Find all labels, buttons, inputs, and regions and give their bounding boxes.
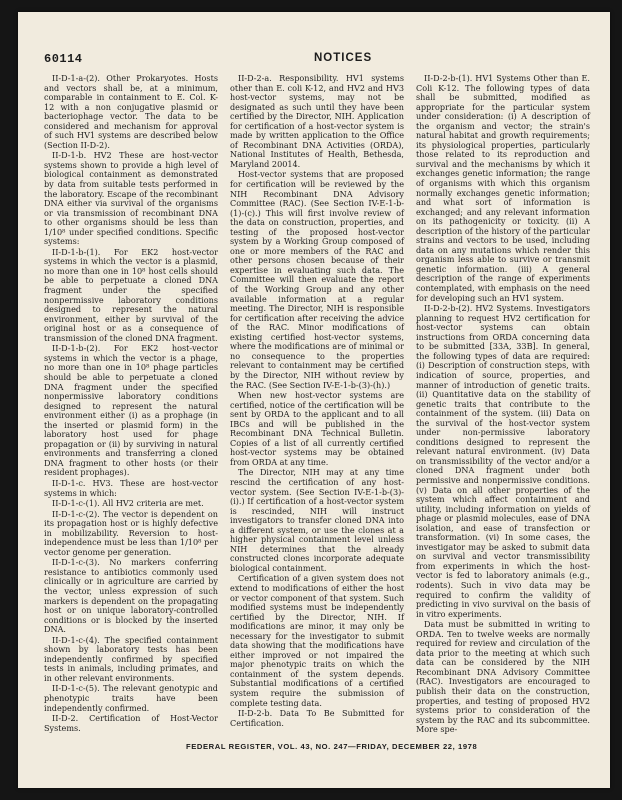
paragraph: II-D-1-c. HV3. These are host-vector systems in which: <box>44 477 218 498</box>
paragraph: When new host-vector systems are certified, notice of the certification will be sent by ORDA to the applicant and to all IBCs and will be published in the Recombinant DNA Technical Bulletin. Copies of a list of all currently certified host-vector systems may be obtained from ORDA at any time. <box>230 390 404 467</box>
paragraph: II-D-2-b-(2). HV2 Systems. Investigators planning to request HV2 certification for host-vector systems can obtain instructions from ORDA concerning data to be submitted [33A, 33B]. In general, the following types of data are required: (i) Description of construction steps, with indication of source, properties, and manner of introduction of genetic traits. (ii) Quantitative data on the stability of genetic traits that contribute to the containment of the system. (iii) Data on the survival of the host-vector system under non-permissive laboratory conditions designed to represent the relevant natural environment. (iv) Data on transmissibility of the vector and/or a cloned DNA fragment under both permissive and nonpermissive conditions. (v) Data on all other properties of the system which affect containment and utility, including information on yields of phage or plasmid molecules, ease of DNA isolation, and ease of transfection or transformation. (vi) In some cases, the investigator may be asked to submit data on survival and vector transmissibility from experiments in which the host-vector is fed to laboratory animals (e.g., rodents). Such in vivo data may be required to confirm the validity of predicting in vivo survival on the basis of in vitro experiments. <box>416 303 590 619</box>
paper-sheet <box>18 12 610 788</box>
page-footer: FEDERAL REGISTER, VOL. 43, NO. 247—FRIDAY, DECEMBER 22, 1978 <box>186 742 478 751</box>
text-column-1 <box>44 73 218 733</box>
section-title: NOTICES <box>314 52 373 64</box>
paragraph: II-D-2. Certification of Host-Vector Systems. <box>44 713 218 733</box>
paragraph: Host-vector systems that are proposed for certification will be reviewed by the NIH Recombinant DNA Advisory Committee (RAC). (See Section IV-E-1-b-(1)-(c).) This will first involve review of the data on construction, properties, and testing of the proposed host-vector system by a Working Group composed of one or more members of the RAC and other persons chosen because of their expertise in evaluating such data. The Committee will then evaluate the report of the Working Group and any other available information at a regular meeting. The Director, NIH is responsible for certification after receiving the advice of the RAC. Minor modifications of existing certified host-vector systems, where the modifications are of minimal or no consequence to the properties relevant to containment may be certified by the Director, NIH without review by the RAC. (See Section IV-E-1-b-(3)-(h).) <box>230 169 404 390</box>
text-column-3 <box>416 73 590 735</box>
paragraph: The Director, NIH may at any time rescind the certification of any host-vector system. (See Section IV-E-1-b-(3)-(i).) If certification of a host-vector system is rescinded, NIH will instruct investigators to transfer cloned DNA into a different system, or use the clones at a higher physical containment level unless NIH determines that the already constructed clones incorporate adequate biological containment. <box>230 467 404 573</box>
paragraph: II-D-1-b-(1). For EK2 host-vector systems in which the vector is a plasmid, no more than one in 10⁸ host cells should be able to perpetuate a cloned DNA fragment under the specified nonpermissive laboratory conditions designed to represent the natural environment, either by survival of the original host or as a consequence of transmission of the cloned DNA fragment. <box>44 246 218 343</box>
paragraph: II-D-1-b-(2). For EK2 host-vector systems in which the vector is a phage, no more than one in 10⁸ phage particles should be able to perpetuate a cloned DNA fragment under the specified nonpermissive laboratory conditions designed to represent the natural environment either (i) as a prophage (in the inserted or plasmid form) in the laboratory host used for phage propagation or (ii) by surviving in natural environments and transferring a cloned DNA fragment to other hosts (or their resident prophages). <box>44 343 218 478</box>
paragraph: II-D-2-b-(1). HV1 Systems Other than E. Coli K-12. The following types of data shall be submitted, modified as appropriate for the particular system under consideration: (i) A description of the organism and vector; the strain's natural habitat and growth requirements; its physiological properties, particularly those related to its reproduction and survival and the mechanisms by which it exchanges genetic information; the range of organisms with which this organism normally exchanges genetic information; and what sort of information is exchanged; and any relevant information on its pathogenicity or toxicity. (ii) A description of the history of the particular strains and vectors to be used, including data on any mutations which render this organism less able to survive or transmit genetic information. (iii) A general description of the range of experiments contemplated, with emphasis on the need for developing such an HV1 system. <box>416 73 590 303</box>
document-page <box>44 52 606 762</box>
paragraph: II-D-2-a. Responsibility. HV1 systems other than E. coli K-12, and HV2 and HV3 host-vector systems, may not be designated as such until they have been certified by the Director, NIH. Application for certification of a host-vector system is made by written application to the Office of Recombinant DNA Activities (ORDA), National Institutes of Health, Bethesda, Maryland 20014. <box>230 73 404 169</box>
paragraph: II-D-1-c-(5). The relevant genotypic and phenotypic traits have been independently confirmed. <box>44 683 218 713</box>
paragraph: Certification of a given system does not extend to modifications of either the host or vector component of that system. Such modified systems must be independently certified by the Director, NIH. If modifications are minor, it may only be necessary for the investigator to submit data showing that the modifications have either improved or not impaired the major phenotypic traits on which the containment of the system depends. Substantial modifications of a certified system require the submission of complete testing data. <box>230 573 404 708</box>
paragraph: Data must be submitted in writing to ORDA. Ten to twelve weeks are normally required for review and circulation of the data prior to the meeting at which such data can be considered by the NIH Recombinant DNA Advisory Committee (RAC). Investigators are encouraged to publish their data on the construction, properties, and testing of proposed HV2 systems prior to consideration of the system by the RAC and its subcommittee. More spe- <box>416 619 590 735</box>
page-number: 60114 <box>44 52 83 66</box>
paragraph: II-D-2-b. Data To Be Submitted for Certification. <box>230 708 404 728</box>
paragraph: II-D-1-c-(3). No markers conferring resistance to antibiotics commonly used clinically or in agriculture are carried by the vector, unless expression of such markers is dependent on the propagating host or on unique laboratory-controlled conditions or is blocked by the inserted DNA. <box>44 557 218 635</box>
paragraph: II-D-1-c-(2). The vector is dependent on its propagation host or is highly defective in mobilizability. Reversion to host-independence must be less than 1/10⁸ per vector genome per generation. <box>44 508 218 557</box>
paragraph: II-D-1-c-(4). The specified containment shown by laboratory tests has been independently confirmed by specified tests in animals, including primates, and in other relevant environments. <box>44 634 218 683</box>
page-header <box>44 52 590 70</box>
paragraph: II-D-1-c-(1). All HV2 criteria are met. <box>52 498 204 509</box>
paragraph: II-D-1-a-(2). Other Prokaryotes. Hosts and vectors shall be, at a minimum, comparable in containment to E. Col. K-12 with a non conjugative plasmid or bacteriophage vector. The data to be considered and mechanism for approval of such HV1 systems are described below (Section II-D-2). <box>44 73 218 150</box>
paragraph: II-D-1-b. HV2 These are host-vector systems shown to provide a high level of biological containment as demonstrated by data from suitable tests performed in the laboratory. Escape of the recombinant DNA either via survival of the organisms or via transmission of recombinant DNA to other organisms should be less than 1/10⁸ under specified conditions. Specific systems: <box>44 150 218 247</box>
text-column-2 <box>230 73 404 728</box>
